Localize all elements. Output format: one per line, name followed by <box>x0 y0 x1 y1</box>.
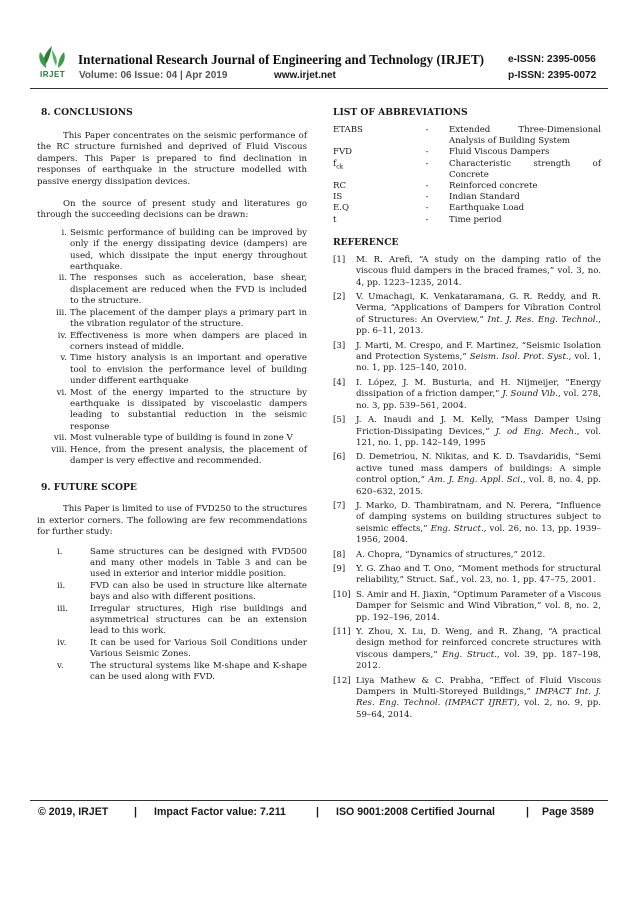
reference-item: [8] A. Chopra, “Dynamics of structures,” 2012. <box>333 549 546 560</box>
references-list <box>333 255 601 721</box>
footer-impact-factor: Impact Factor value: 7.211 <box>154 806 286 818</box>
journal-title: International Research Journal of Engineering and Technology (IRJET) <box>78 52 485 67</box>
left-column <box>37 106 307 683</box>
abbreviations-heading: LIST OF ABBREVIATIONS <box>333 107 468 118</box>
footer-separator: | <box>316 806 319 818</box>
reference-item: [11] Y. Zhou, X. Lu, D. Weng, and R. Zhang, “A practical design method for reinforced concrete structures with viscous dampers,” Eng. Struct., vol. 39, pp. 187–198, 2012. <box>333 627 601 672</box>
reference-item: [4] I. López, J. M. Busturia, and H. Nijmeijer, “Energy dissipation of a friction damper,” J. Sound Vib., vol. 278, no. 3, pp. 539–561, 2004. <box>333 377 602 411</box>
future-scope-paragraph: This Paper is limited to use of FVD250 to the structures in exterior corners. The following are few recommendations for further study: <box>37 504 307 538</box>
reference-item: [1] M. R. Arefi, “A study on the damping ratio of the viscous fluid dampers in the braced frames,” vol. 3, no. 4, pp. 1223–1235, 2014. <box>333 254 601 288</box>
list-item: v. Time history analysis is an important and operative tool to envision the performance level of building under different earthquake <box>60 353 307 387</box>
references-heading: REFERENCE <box>333 236 399 248</box>
table-row: ETABS - Extended Three-Dimensional Analysis of Building System <box>333 125 601 147</box>
list-item: vi. Most of the energy imparted to the structure by earthquake is dissipated by viscoelastic dampers leading to substantial reduction in the seismic response <box>56 387 307 432</box>
logo-text: IRJET <box>40 70 66 79</box>
conclusions-list <box>37 228 307 468</box>
list-item: i. Seismic performance of building can be improved by only if the energy dissipating device (dampers) are used, which dissipate the input energy throughout earthquake. <box>61 227 307 273</box>
page-header <box>0 0 638 96</box>
future-scope-list <box>37 547 307 684</box>
volume-issue: Volume: 06 Issue: 04 | Apr 2019 <box>79 70 228 81</box>
list-item: iv. Effectiveness is more when dampers are placed in corners instead of middle. <box>57 330 307 352</box>
reference-item: [12] Liya Mathew & C. Prabha, “Effect of Fluid Viscous Dampers in Multi-Storeyed Buildings,” IMPACT Int. J. Res. Eng. Technol. (IMPACT IJRET), vol. 2, no. 9, pp. 59–64, 2014. <box>333 675 601 720</box>
list-item: viii. Hence, from the present analysis, the placement of damper is very effective and recommended. <box>51 444 307 466</box>
website-link[interactable]: www.irjet.net <box>274 70 336 81</box>
list-item: ii. The responses such as acceleration, base shear, displacement are reduced when the FVD is included to the structure. <box>58 273 307 307</box>
table-row: FVD - Fluid Viscous Dampers <box>333 147 550 158</box>
table-row: $f_{ck}$ - Characteristic strength of Concrete <box>333 158 601 180</box>
e-issn: e-ISSN: 2395-0056 <box>508 54 596 65</box>
reference-item: [10] S. Amir and H. Jiaxin, “Optimum Parameter of a Viscous Damper for Seismic and Wind Vibration,” vol. 8, no. 2, pp. 192–196, 2014. <box>333 589 601 623</box>
table-row: IS - Indian Standard <box>333 192 520 203</box>
conclusions-paragraph: This Paper concentrates on the seismic performance of the RC structure furnished and deprived of Fluid Viscous dampers. This Paper is prepared to find declination in responses of earthquake in the structure modelled with passive energy dissipation devices. <box>37 131 307 187</box>
list-item: iii. Irregular structures, High rise buildings and asymmetrical structures can be an extension lead to this work. <box>57 603 307 637</box>
list-item: i. Same structures can be designed with FVD500 and many other models in Table 3 and can be used in exterior and interior middle position. <box>57 546 307 580</box>
reference-item: [7] J. Marko, D. Thambiratnam, and N. Perera, “Influence of damping systems on building structures subject to seismic effects,” Eng. Struct., vol. 26, no. 13, pp. 1939–1956, 2004. <box>333 500 601 546</box>
list-item: iii. The placement of the damper plays a primary part in the vibration regulator of the structure. <box>56 307 307 330</box>
footer-copyright: © 2019, IRJET <box>38 806 109 818</box>
list-item: vii. Most vulnerable type of building is found in zone V <box>53 433 293 444</box>
reference-item: [5] J. A. Inaudi and J. M. Kelly, “Mass Damper Using Friction-Dissipating Devices,” J. od Eng. Mech., vol. 121, no. 1, pp. 142–149, 1995 <box>333 415 601 448</box>
table-row: E.Q - Earthquake Load <box>333 203 525 214</box>
footer-separator: | <box>134 806 137 818</box>
right-column <box>333 106 601 724</box>
list-item: ii. FVD can also be used in structure like alternate bays and also with different positions. <box>57 580 307 603</box>
reference-item: [6] D. Demetriou, N. Nikitas, and K. D. Tsavdaridis, “Semi active tuned mass dampers of buildings: A simple control option,” Am. J. Eng. Appl. Sci., vol. 8, no. 4, pp. 620–632, 2015. <box>333 452 601 497</box>
footer-page-number: Page 3589 <box>542 806 594 818</box>
table-row: t - Time period <box>333 214 502 225</box>
reference-item: [2] V. Umachagi, K. Venkataramana, G. R. Reddy, and R. Verma, “Applications of Dampers for Vibration Control of Structures: An Overview,” Int. J. Res. Eng. Technol., pp. 6–11, 2013. <box>333 292 601 337</box>
conclusions-heading: 8. CONCLUSIONS <box>41 107 133 118</box>
header-divider <box>30 88 608 89</box>
p-issn: p-ISSN: 2395-0072 <box>508 70 597 81</box>
reference-item: [3] J. Marti, M. Crespo, and F. Martinez, “Seismic Isolation and Protection Systems,” Seism. Isol. Prot. Syst., vol. 1, no. 1, pp. 125–140, 2010. <box>333 340 602 374</box>
footer-separator: | <box>526 806 529 818</box>
abbreviations-table <box>333 125 601 226</box>
conclusions-paragraph: On the source of present study and literatures go through the succeeding decisions can be drawn: <box>37 199 307 221</box>
footer-divider <box>30 800 608 801</box>
list-item: v. The structural systems like M-shape and K-shape can be used along with FVD. <box>57 660 307 683</box>
list-item: iv. It can be used for Various Soil Conditions under Various Seismic Zones. <box>57 637 307 660</box>
reference-item: [9] Y. G. Zhao and T. Ono, “Moment methods for structural reliability,” Struct. Saf., vol. 23, no. 1, pp. 47–75, 2001. <box>333 563 601 586</box>
future-scope-heading: 9. FUTURE SCOPE <box>41 482 137 494</box>
footer-iso: ISO 9001:2008 Certified Journal <box>336 806 495 818</box>
table-row: RC - Reinforced concrete <box>333 181 538 192</box>
